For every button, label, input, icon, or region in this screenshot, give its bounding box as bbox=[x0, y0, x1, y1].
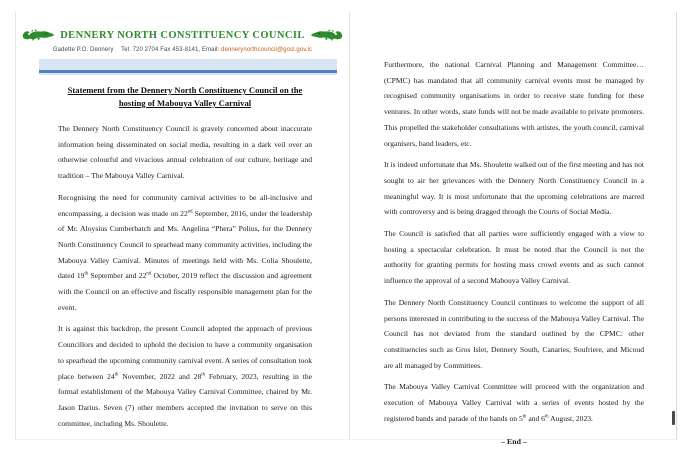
crocodile-icon bbox=[310, 27, 344, 43]
document-title: Statement from the Dennery North Constituency Council on the hosting of Mabouya Valley Carnival bbox=[67, 85, 303, 108]
page1-paragraph-2: Recognising the need for community carnival activities to be all-inclusive and encompassing, a decision was made on 22nd September, 2016, under the leadership of Mr. Aloysius Cumberbatch and Ms. Angelina “Phera” Polius, for the Dennery North Constituency Council to spearhead many community activities, including the Mabouya Valley Carnival. Minutes of meetings held with Ms. Colia Shoulette, dated 19th September and 22nd October, 2019 reflect the discussion and agreement with the Council on an effective and fiscally responsible management plan for the event. bbox=[58, 192, 313, 312]
header-divider-band bbox=[39, 59, 337, 75]
page2-paragraph-4: The Dennery North Constituency Council continues to welcome the support of all persons interested in contributing to the success of the Mabouya Valley Carnival. The Council has not deviated from the standard outlined by the CPMC: other constituencies such as Gros Islet, Dennery South, Canaries, Soufriere, and Micoud are all managed by Committees. bbox=[384, 297, 644, 370]
page1-paragraph-3: It is against this backdrop, the present Council adopted the approach of previous Councillors and decided to uphold the decision to have a community organisation to spearhead the upcoming community carnival event. A series of consultation took place between 24th November, 2022 and 28th February, 2023, resulting in the formal establishment of the Mabouya Valley Carnival Committee, chaired by Mr. Jason Darius. Seven (7) other members accepted the invitation to serve on this committee, including Ms. Shoulette. bbox=[58, 324, 312, 428]
letterhead bbox=[16, 12, 349, 75]
email-link[interactable]: dennerynorthcouncil@gosl.gov.lc bbox=[221, 47, 313, 53]
page-spread bbox=[15, 12, 677, 447]
crocodile-icon bbox=[21, 27, 55, 43]
contact-line bbox=[16, 47, 349, 53]
page1-paragraph-1: The Dennery North Constituency Council is gravely concerned about inaccurate information being disseminated on social media, resulting in a dark veil over an otherwise colourful and vivacious annual celebration of our culture, heritage and tradition – The Mabouya Valley Carnival. bbox=[58, 124, 312, 181]
page-2 bbox=[350, 12, 676, 447]
tel-fax-text: Tel. 720 2704 Fax 453-8141, Email: bbox=[121, 47, 220, 53]
page2-paragraph-1: Furthermore, the national Carnival Planning and Management Committee… (CPMC) has mandated that all community carnival events must be managed by recognised community organisations in order to receive state funding for these ventures. In other words, state funds will not be made available to private promoters. This propelled the stakeholder consultations with artistes, the youth council, carnival organisers, band leaders, etc. bbox=[384, 60, 644, 148]
logo-row bbox=[16, 27, 349, 43]
page-1 bbox=[16, 12, 350, 439]
page-1-body bbox=[16, 84, 349, 431]
page2-paragraph-5: The Mabouya Valley Carnival Committee will proceed with the organization and execution of Mabouya Valley Carnival with a series of events hosted by the registered bands and parade of the bands on 5th and 6th August, 2023. bbox=[384, 382, 644, 423]
page2-paragraph-3: The Council is satisfied that all parties were sufficiently engaged with a view to hosting a spectacular celebration. It must be noted that the Council is not the authority for granting permits for hosting mass crowd events and as such cannot influence the approval of a second Mabouya Valley Carnival. bbox=[384, 229, 644, 286]
header-divider-line bbox=[39, 70, 337, 73]
page2-paragraph-2: It is indeed unfortunate that Ms. Shoulette walked out of the first meeting and has not sought to air her grievances with the Dennery North Constituency Council in a meaningful way. It is most unfortunate that the upcoming celebrations are marred with controversy and is being dragged through the Courts of Social Media. bbox=[384, 160, 644, 217]
end-marker: – End – bbox=[501, 437, 527, 447]
scrollbar-thumb[interactable] bbox=[672, 411, 675, 425]
address-text: Gadette P.O. Dennery bbox=[52, 47, 114, 53]
organization-name: DENNERY NORTH CONSTITUENCY COUNCIL bbox=[60, 29, 305, 41]
